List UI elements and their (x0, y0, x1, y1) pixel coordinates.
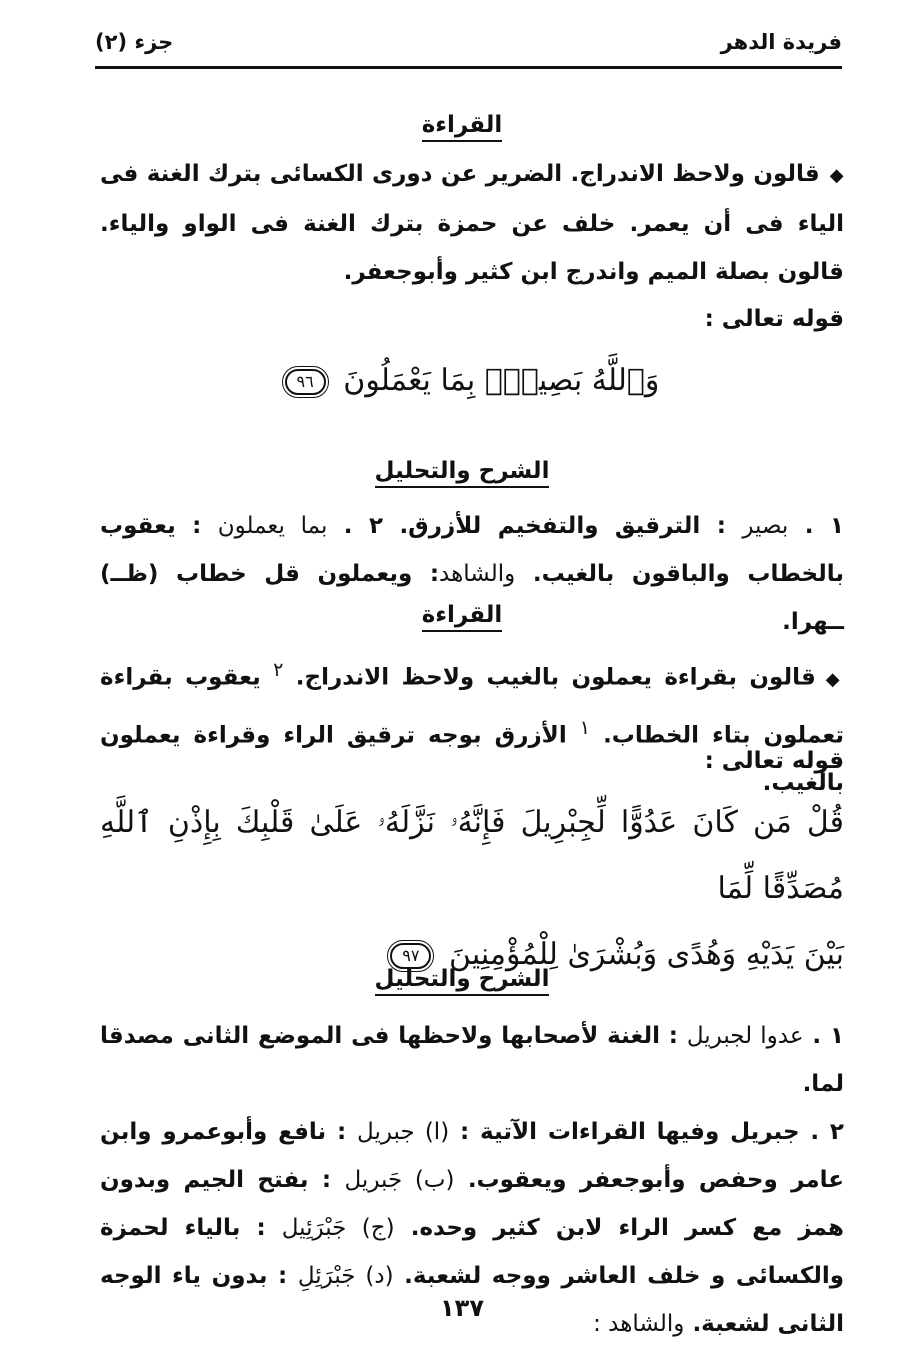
qiraa-paragraph-1 (100, 150, 844, 296)
quote-label-2: قوله تعالى : (704, 748, 844, 774)
verse-number-marker-96: ٩٦ (285, 369, 326, 395)
qiraa-text-2b: يعقوب بقراءة تعملون بتاء الخطاب. (100, 664, 844, 749)
qiraa-text-2c: الأزرق بوجه ترقيق الراء وقراءة يعملون بالغيب. (100, 722, 844, 797)
diamond-bullet-icon: ◆ (825, 668, 844, 690)
variant-label-c: (ج) جَبْرَئِيل (281, 1215, 395, 1241)
part-label: جزء (٢) (95, 30, 174, 54)
diamond-bullet-icon: ◆ (829, 165, 844, 186)
verse-96 (100, 348, 844, 414)
verse-number-marker-97: ٩٧ (390, 943, 431, 969)
section-title-sharh-1: الشرح والتحليل (0, 458, 924, 488)
qiraa-text-2a: قالون بقراءة يعملون بالغيب ولاحظ الاندراج. (295, 664, 816, 691)
quote-label-1: قوله تعالى : (704, 306, 844, 332)
item-text: : الترقيق والتفخيم للأزرق. (399, 513, 726, 539)
variant-text-c: : بالياء لحمزة والكسائى و خلف العاشر ووجه لشعبة. (100, 1215, 845, 1289)
qiraa-paragraph-2 (100, 646, 844, 807)
item-text: : الغنة لأصحابها ولاحظها فى الموضع الثانى مصدقا لما. (100, 1023, 844, 1097)
shahid-label: والشاهد (439, 561, 516, 587)
book-title: فريدة الدهر (720, 30, 842, 54)
item-number: ٢ . (343, 513, 384, 539)
section-title-qiraa-2: القراءة (0, 602, 924, 632)
item-text: وفيها القراءات الآتية : (460, 1119, 720, 1145)
variant-text-a: : نافع وأبوعمرو وابن عامر وحفص وأبوجعفر ويعقوب. (100, 1119, 845, 1193)
header-rule (95, 66, 842, 69)
verse-97-line-2: بَيْنَ يَدَيْهِ وَهُدًى وَبُشْرَىٰ لِلْمُؤْمِنِينَ (448, 937, 844, 972)
footnote-mark: ٢ (273, 658, 284, 681)
footnote-mark: ١ (579, 715, 591, 739)
item-number: ٢ . (810, 1119, 844, 1145)
verse-97-line-1: قُلْ مَن كَانَ عَدُوًّا لِّجِبْرِيلَ فَإِنَّهُۥ نَزَّلَهُۥ عَلَىٰ قَلْبِكَ بِإِذْنِ ٱللَّهِ مُصَدِّقًا لِّمَا (100, 805, 844, 906)
variant-label-a: (ا) جبريل (357, 1119, 450, 1145)
item-word: جبريل (730, 1119, 800, 1145)
variant-text-d: : بدون ياء الوجه الثانى لشعبة. (100, 1263, 844, 1337)
running-header (95, 22, 842, 62)
item-number: ١ . (804, 513, 844, 539)
page-number: ١٣٧ (440, 1294, 484, 1322)
variant-label-d: (د) جَبْرَئِلِ (297, 1263, 394, 1289)
item-word: بصير (742, 513, 789, 539)
verse-text-96: وَٱللَّهُ بَصِيرٌۢ بِمَا يَعْمَلُونَ (343, 363, 660, 398)
qiraa-text-1: قالون ولاحظ الاندراج. الضرير عن دورى الكسائى بترك الغنة فى الياء فى أن يعمر. خلف عن حمزة بترك الغنة فى الواو والياء. قالون بصلة الميم واندرج ابن كثير وأبوجعفر. (100, 161, 844, 285)
item-word: بما يعملون (217, 513, 328, 539)
section-title-sharh-2: الشرح والتحليل (0, 966, 924, 996)
section-title-qiraa-1: القراءة (0, 112, 924, 142)
item-word: عدوا لجبريل (686, 1023, 804, 1049)
variant-label-b: (ب) جَبريل (344, 1167, 455, 1193)
shahid-text: : ويعملون قل خطاب (ظــ) ــهرا. (100, 561, 844, 635)
shahid-label: والشاهد : (593, 1311, 685, 1337)
item-text: : يعقوب بالخطاب والباقون بالغيب. (100, 513, 844, 587)
variant-text-b: : بفتح الجيم وبدون همز مع كسر الراء لابن كثير وحده. (100, 1167, 844, 1241)
verse-97 (100, 790, 844, 988)
item-number: ١ . (812, 1023, 844, 1049)
